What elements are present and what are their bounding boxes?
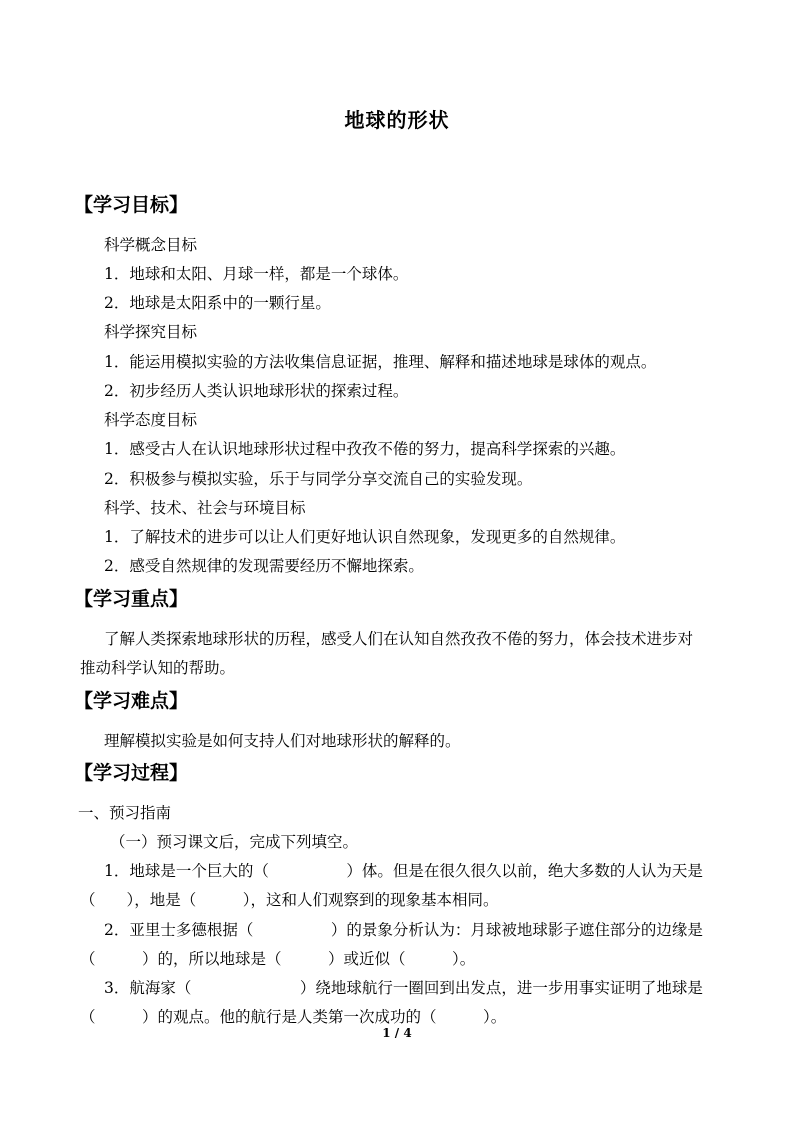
question-text: （ ）的观点。他的航行是人类第一次成功的（ ）。 bbox=[80, 1008, 507, 1026]
heading-key-points: 【学习重点】 bbox=[74, 588, 189, 610]
subsection-title: （一）预习课文后，完成下列填空。 bbox=[110, 833, 359, 851]
difficulties-text: 理解模拟实验是如何支持人们对地球形状的解释的。 bbox=[104, 732, 461, 750]
objective-item: 2．积极参与模拟实验，乐于与同学分享交流自己的实验发现。 bbox=[104, 470, 533, 488]
question-text: 1．地球是一个巨大的（ ）体。但是在很久很久以前，绝大多数的人认为天是 bbox=[104, 862, 703, 880]
heading-difficulties: 【学习难点】 bbox=[74, 690, 189, 712]
question-text: （ ）的，所以地球是（ ）或近似（ ）。 bbox=[80, 950, 476, 968]
page-number: 1 / 4 bbox=[382, 1026, 412, 1040]
objective-item: 1．地球和太阳、月球一样，都是一个球体。 bbox=[104, 265, 409, 283]
heading-process: 【学习过程】 bbox=[74, 762, 189, 784]
objective-item: 1．了解技术的进步可以让人们更好地认识自然现象，发现更多的自然规律。 bbox=[104, 528, 626, 546]
objective-item: 1．感受古人在认识地球形状过程中孜孜不倦的努力，提高科学探索的兴趣。 bbox=[104, 440, 626, 458]
objective-item: 1．能运用模拟实验的方法收集信息证据，推理、解释和描述地球是球体的观点。 bbox=[104, 353, 657, 371]
key-points-text: 了解人类探索地球形状的历程，感受人们在认知自然孜孜不倦的努力，体会技术进步对 bbox=[104, 630, 694, 648]
objective-group-label: 科学探究目标 bbox=[104, 323, 198, 341]
objective-item: 2．初步经历人类认识地球形状的探索过程。 bbox=[104, 382, 409, 400]
question-text: 2．亚里士多德根据（ ）的景象分析认为：月球被地球影子遮住部分的边缘是 bbox=[104, 921, 703, 939]
objective-group-label: 科学、技术、社会与环境目标 bbox=[104, 499, 306, 517]
question-text: 3．航海家（ ）绕地球航行一圈回到出发点，进一步用事实证明了地球是 bbox=[104, 979, 703, 997]
objective-group-label: 科学概念目标 bbox=[104, 236, 198, 254]
question-text: （ ），地是（ ），这和人们观察到的现象基本相同。 bbox=[80, 891, 499, 909]
section-title: 一、预习指南 bbox=[78, 804, 172, 822]
heading-objectives: 【学习目标】 bbox=[74, 194, 189, 216]
objective-group-label: 科学态度目标 bbox=[104, 411, 198, 429]
page-title: 地球的形状 bbox=[344, 108, 450, 132]
key-points-text: 推动科学认知的帮助。 bbox=[80, 659, 236, 677]
objective-item: 2．感受自然规律的发现需要经历不懈地探索。 bbox=[104, 557, 424, 575]
objective-item: 2．地球是太阳系中的一颗行星。 bbox=[104, 294, 331, 312]
